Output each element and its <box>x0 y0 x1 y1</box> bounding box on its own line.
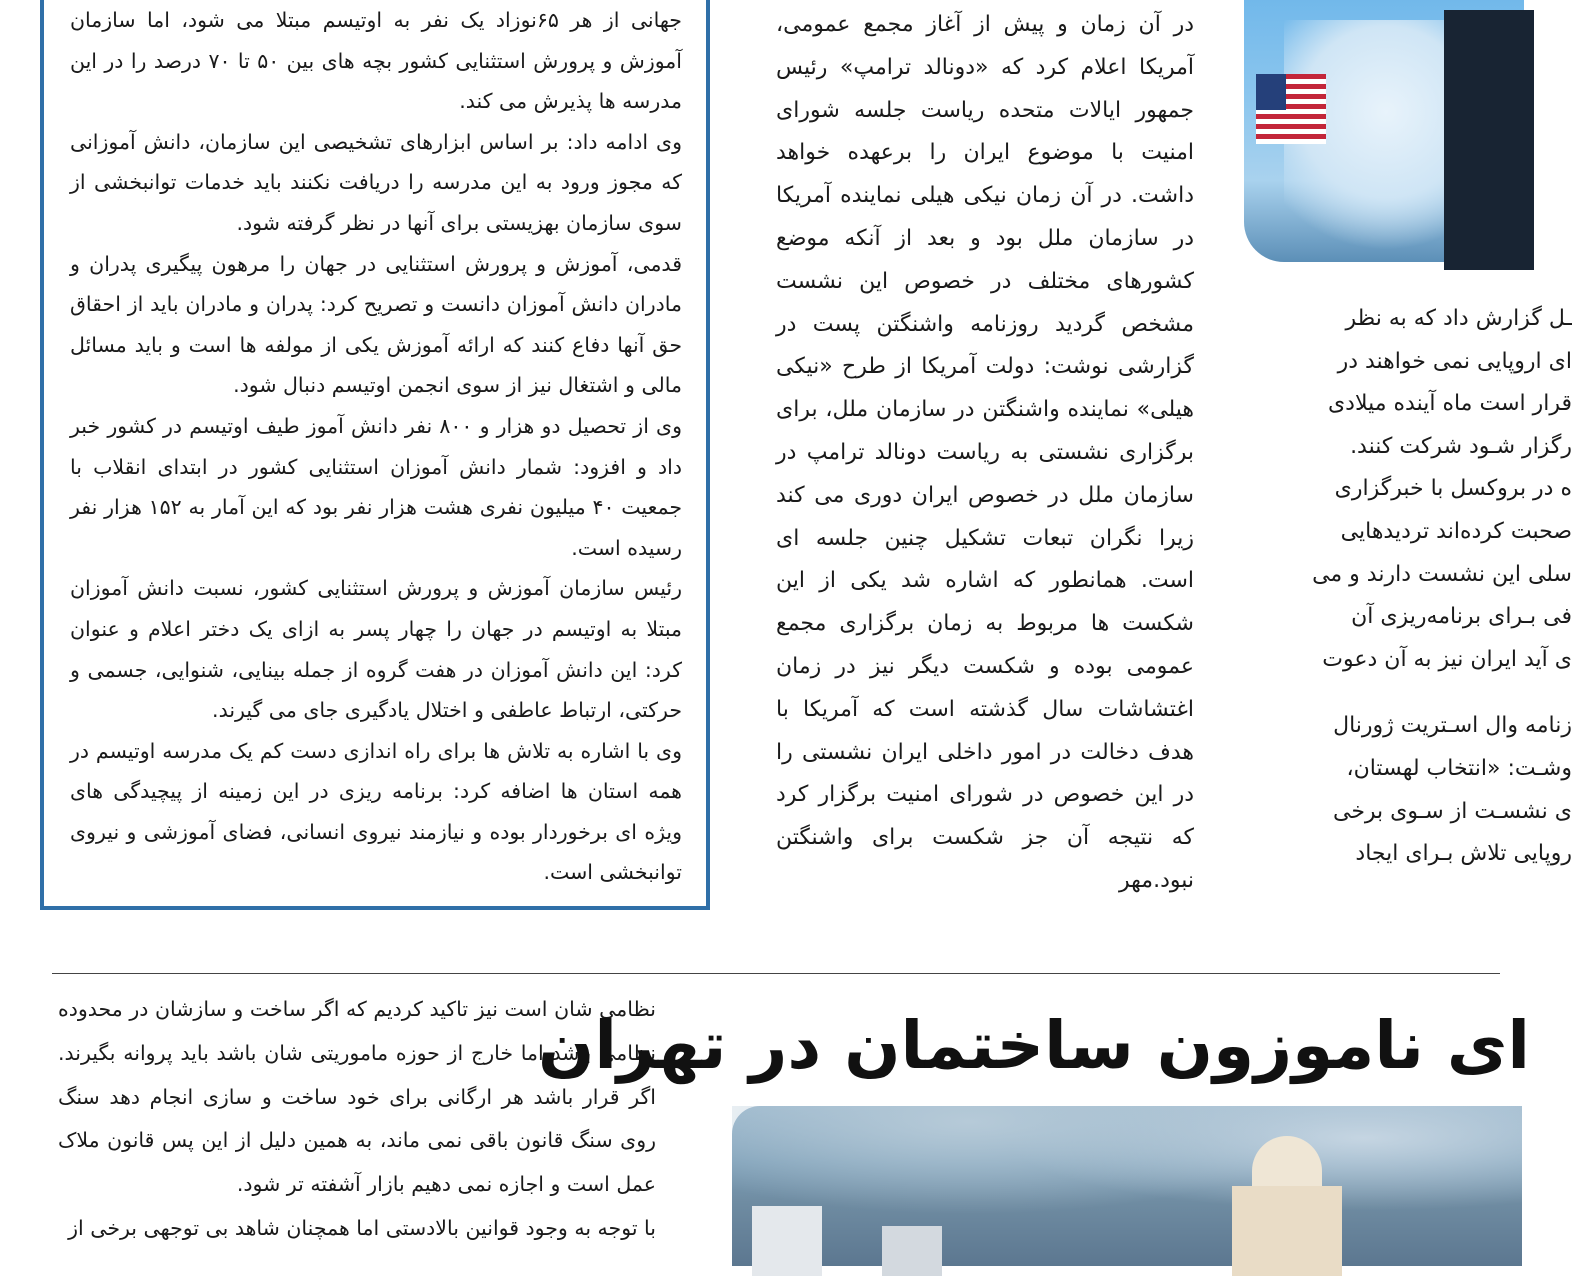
article-paragraph: رئیس سازمان آموزش و پرورش استثنایی کشور، نسبت دانش آموزان مبتلا به اوتیسم در جهان را چهار پسر به ازای یک دختر اعلام و عنوان کرد: این دانش آموزان در هفت گروه از جمله بینایی، شنوایی، جسمی و حرکتی، ارتباط عاطفی و اختلال یادگیری جای می گیرند. <box>70 576 682 723</box>
article-paragraph: نظامی شان است نیز تاکید کردیم که اگر ساخت و سازشان در محدوده نظامی باشد اما خارج از حوزه ماموریتی شان باشد باید پروانه بگیرند. اگر قرار باشد هر ارگانی برای خود ساخت و سازی انجام دهد سنگ روی سنگ قانون باقی نمی ماند، به همین دلیل از این پس قانون ملاک عمل است و اجازه نمی دهیم بازار آشفته تر شود. <box>58 997 656 1197</box>
right-line: ـل گزارش داد که به نظر <box>1345 306 1572 331</box>
podium-figure <box>1444 10 1534 270</box>
right-line: فی بـرای برنامه‌ریزی آن <box>1351 604 1572 630</box>
right-line: وشـت: «انتخاب لهستان، <box>1346 755 1572 781</box>
headline: ای ناموزون ساختمان در تهران <box>538 1007 1530 1084</box>
mountain-backdrop <box>732 1106 1522 1266</box>
us-flag-icon <box>1256 74 1326 144</box>
right-line: صحبت کرده‌اند تردیدهایی <box>1340 518 1572 544</box>
right-line: روپایی تلاش بـرای ایجاد <box>1355 841 1572 867</box>
article-paragraph: جهانی از هر ۶۵نوزاد یک نفر به اوتیسم مبتلا می شود، اما سازمان آموزش و پرورش استثنایی کشور بچه های بین ۵۰ تا ۷۰ درصد را در این مدرسه ها پذیرش می کند. <box>70 8 682 114</box>
right-line: قرار است ماه آینده میلادی <box>1327 391 1572 417</box>
section-divider <box>52 973 1500 974</box>
article-paragraph: قدمی، آموزش و پرورش استثنایی در جهان را مرهون پیگیری پدران و مادران دانش آموزان دانست و تصریح کرد: پدران و مادران باید از احقاق حق آنها دفاع کنند که ارائه آموزش یکی از مولفه ها است و باید مسائل مالی و اشتغال نیز از سوی انجمن اوتیسم دنبال شود. <box>70 251 682 398</box>
right-line: سلی این نشست دارند و می <box>1312 561 1572 587</box>
right-article <box>1242 298 1572 876</box>
podium-photo <box>1244 0 1524 262</box>
right-line: ی آید ایران نیز به آن دعوت <box>1322 646 1572 672</box>
right-line: رگزار شـود شرکت کنند. <box>1350 433 1572 459</box>
article-paragraph: وی با اشاره به تلاش ها برای راه اندازی دست کم یک مدرسه اوتیسم در همه استان ها اضافه کرد: برنامه ریزی در این زمینه از پیچیدگی های ویژه ای برخوردار بوده و نیازمند نیروی انسانی، فضای آموزشی و نیروی توانبخشی است. <box>70 738 682 885</box>
security-council-article <box>776 4 1194 903</box>
article-paragraph: با توجه به وجود قوانین بالادستی اما همچنان شاهد بی توجهی برخی از <box>68 1215 656 1240</box>
right-line: ای اروپایی نمی خواهند در <box>1337 348 1572 374</box>
building-shape <box>752 1206 822 1276</box>
article-paragraph: وی از تحصیل دو هزار و ۸۰۰ نفر دانش آموز طیف اوتیسم در کشور خبر داد و افزود: شمار دانش آموزان استثنایی کشور در ابتدای انقلاب با جمعیت ۴۰ میلیون نفری هشت هزار نفر بود که این آمار به ۱۵۲ هزار نفر رسیده است. <box>70 413 683 560</box>
tehran-skyline-photo <box>732 1106 1522 1266</box>
article-paragraph: وی ادامه داد: بر اساس ابزارهای تشخیصی این سازمان، دانش آموزانی که مجوز ورود به این مدرسه را دریافت نکنند باید خدمات توانبخشی از سوی سازمان بهزیستی برای آنها در نظر گرفته شود. <box>70 129 682 235</box>
autism-article <box>70 0 682 893</box>
building-shape <box>1232 1186 1342 1276</box>
right-line: ه در بروکسل با خبرگزاری <box>1334 476 1572 502</box>
right-line: زنامه وال اسـتریت ژورنال <box>1333 713 1572 739</box>
article-body: در آن زمان و پیش از آغاز مجمع عمومی، آمریکا اعلام کرد که «دونالد ترامپ» رئیس جمهور ایالات متحده ریاست جلسه شورای امنیت با موضوع ایران را برعهده خواهد داشت. در آن زمان نیکی هیلی نماینده آمریکا در سازمان ملل بود و بعد از آنکه موضع کشورهای مختلف در خصوص این نشست مشخص گردید روزنامه واشنگتن پست در گزارشی نوشت: دولت آمریکا از طرح «نیکی هیلی» نماینده واشنگتن در سازمان ملل، برای برگزاری نشستی به ریاست دونالد ترامپ در سازمان ملل در خصوص ایران دوری می کند زیرا نگران تبعات تشکیل چنین جلسه ای است. همانطور که اشاره شد یکی از این شکست ها مربوط به زمان برگزاری مجمع عمومی بوده و شکست دیگر نیز در زمان اغتشاشات سال گذشته است که آمریکا با هدف دخالت در امور داخلی ایران نشستی را در این خصوص در شورای امنیت برگزار کرد که نتیجه آن جز شکست برای واشنگتن نبود.مهر <box>776 12 1194 893</box>
right-line: ی نشسـت از سـوی برخی <box>1332 798 1572 824</box>
building-shape <box>882 1226 942 1276</box>
